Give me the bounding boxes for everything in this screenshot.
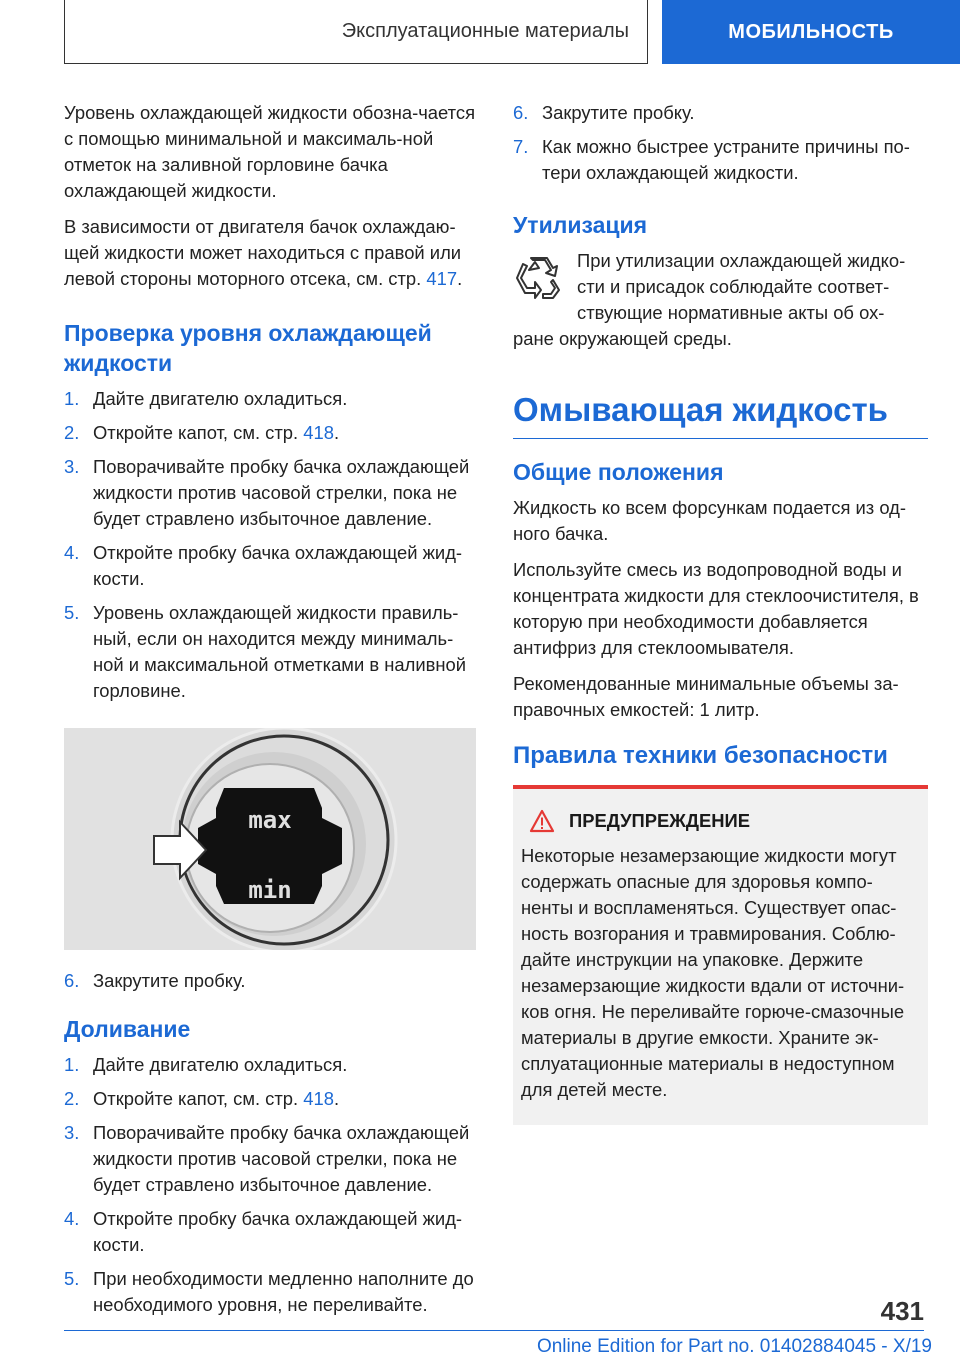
- list-item: 1. Дайте двигателю охладиться.: [64, 1054, 348, 1075]
- list-item: 6. Закрутите пробку.: [64, 970, 246, 991]
- safety-heading: Правила техники безопасности: [513, 742, 888, 769]
- disposal-block: [513, 248, 928, 352]
- list-item: 2. Откройте капот, см. стр. 418.: [64, 422, 340, 443]
- disposal-heading: Утилизация: [513, 212, 648, 238]
- page-number: 431: [880, 1296, 924, 1326]
- intro-paragraph-1: Уровень охлаждающей жидкости обозна-чается с помощью минимальной и максималь-ной отметок на заливной горловине бачка охлаждающей жидкости.: [64, 102, 476, 201]
- header-section-title: Эксплуатационные материалы: [64, 0, 648, 64]
- warning-box: [513, 785, 928, 1125]
- list-item: 3. Поворачивайте пробку бачка охлаждающей жидкости против часовой стрелки, пока не будет стравлено избыточное давление.: [64, 1122, 470, 1195]
- page-link-418[interactable]: 418: [303, 422, 334, 443]
- intro-paragraph-2: В зависимости от двигателя бачок охлаждаю-щей жидкости может находиться с правой или левой стороны моторного отсека, см. стр. 417.: [64, 216, 463, 289]
- disposal-text: При утилизации охлаждающей жидко- сти и присадок соблюдайте соответ- ствующие нормативные акты об ох- ране окружающей среды.: [513, 250, 906, 349]
- list-item: 4. Откройте пробку бачка охлаждающей жид-кости.: [64, 1208, 463, 1255]
- page-link-417[interactable]: 417: [426, 268, 458, 289]
- recycle-icon: [513, 252, 565, 304]
- warning-text: Некоторые незамерзающие жидкости могут содержать опасные для здоровья компо-ненты и воспламеняться. Существует опас-ность возгорания и травмирования. Соблю-дайте инструкции на упаковке. Держите незамерзающие жидкости вдали от источни-ков огня. Не переливайте горюче-смазочные материалы в другие емкости. Храните эк-сплуатационные материалы в недоступном для детей месте.: [521, 845, 905, 1100]
- refill-heading: Доливание: [64, 1016, 191, 1042]
- list-item: 5. Уровень охлаждающей жидкости правиль-ный, если он находится между минималь-ной и максимальной отметками в наливной горловине.: [64, 602, 467, 701]
- refill-steps-continued: [513, 100, 928, 186]
- list-item: 4. Откройте пробку бачка охлаждающей жид-кости.: [64, 542, 463, 589]
- coolant-cap-illustration: [64, 728, 476, 950]
- washer-fluid-heading: Омывающая жидкость: [513, 390, 928, 439]
- right-column: [513, 100, 928, 1125]
- check-step-6: [64, 968, 479, 994]
- coolant-cap-figure: [64, 728, 476, 950]
- list-item: 3. Поворачивайте пробку бачка охлаждающей жидкости против часовой стрелки, пока не будет стравлено избыточное давление.: [64, 456, 470, 529]
- list-item: 6. Закрутите пробку.: [513, 102, 695, 123]
- check-level-heading: Проверка уровня охлаждающей жидкости: [64, 320, 432, 376]
- general-paragraph-3: Рекомендованные минимальные объемы за-правочных емкостей: 1 литр.: [513, 673, 899, 720]
- list-item: 5. При необходимости медленно наполните до необходимого уровня, не переливайте.: [64, 1268, 474, 1315]
- page-header: [0, 0, 960, 64]
- left-column: [64, 100, 479, 1326]
- list-item: 2. Откройте капот, см. стр. 418.: [64, 1088, 340, 1109]
- footer-divider: [64, 1330, 924, 1331]
- footer-edition: Online Edition for Part no. 01402884045 - X/19: [536, 1336, 932, 1357]
- general-paragraph-1: Жидкость ко всем форсункам подается из од-ного бачка.: [513, 497, 907, 544]
- max-mark-label: max: [248, 806, 292, 834]
- min-mark-label: min: [248, 876, 292, 904]
- check-steps-list: [64, 386, 479, 704]
- warning-triangle-icon: [529, 809, 555, 833]
- header-chapter-tab[interactable]: МОБИЛЬНОСТЬ: [662, 0, 960, 64]
- general-heading: Общие положения: [513, 459, 724, 485]
- list-item: 1. Дайте двигателю охладиться.: [64, 388, 348, 409]
- general-paragraph-2: Используйте смесь из водопроводной воды и концентрата жидкости для стеклоочистителя, в которую при необходимости добавляется антифриз для стеклоомывателя.: [513, 559, 919, 658]
- warning-title: ПРЕДУПРЕЖДЕНИЕ: [521, 809, 920, 833]
- list-item: 7. Как можно быстрее устраните причины по-тери охлаждающей жидкости.: [513, 136, 910, 183]
- page-link-418[interactable]: 418: [303, 1088, 334, 1109]
- refill-steps-list: [64, 1052, 479, 1318]
